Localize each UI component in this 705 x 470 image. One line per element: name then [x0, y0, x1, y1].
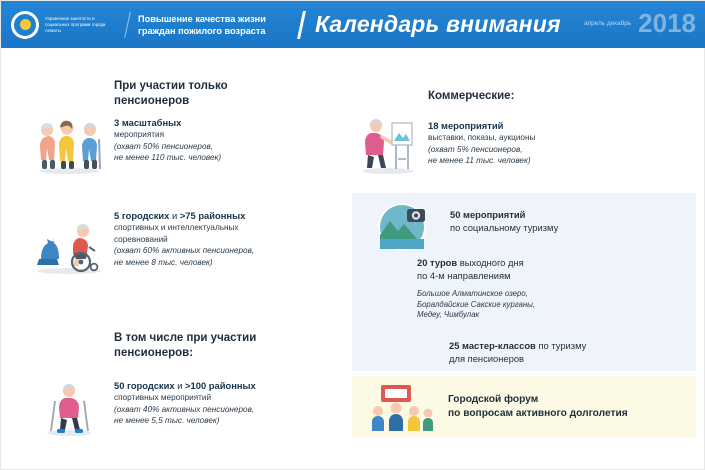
right-column-title: Коммерческие:: [428, 90, 515, 102]
page-header: [1, 1, 705, 48]
right-item-commercial: [428, 119, 618, 167]
tours-label: выходного дня: [459, 257, 524, 268]
organization-logo: [1, 11, 119, 39]
left-item-3-count-b: >100 районных: [185, 380, 256, 391]
right-item-label: выставки, показы, аукционы: [428, 133, 536, 142]
page-title: Календарь внимания: [315, 11, 561, 37]
tourism-destinations: [417, 289, 637, 321]
left-item-2: [114, 209, 314, 268]
forum-text: [448, 393, 678, 421]
mountain-lake-photo-icon: [371, 201, 433, 253]
left-item-3-count-a: 50 городских: [114, 380, 175, 391]
forum-line-2: по вопросам активного долголетия: [448, 408, 628, 419]
left-item-2-count-a: 5 городских: [114, 210, 170, 221]
painter-easel-icon: [356, 113, 420, 175]
destination-3: Медеу, Чимбулак: [417, 310, 480, 319]
left-item-1-note-1: (охват 50% пенсионеров,: [114, 141, 214, 151]
left-item-2-label-1: спортивных и интеллектуальных: [114, 223, 239, 232]
tourism-label: по социальному туризму: [450, 222, 559, 233]
left-item-3-note-2: не менее 5,5 тыс. человек): [114, 416, 220, 425]
left-column-title: При участии только пенсионеров: [114, 80, 228, 107]
masterclass-count: 25 мастер-классов: [449, 340, 536, 351]
left-item-3-conjunction: и: [174, 380, 186, 391]
left-item-2-count-b: >75 районных: [179, 210, 246, 221]
tourism-tours: [417, 256, 637, 282]
masterclass-label: по туризму: [538, 340, 587, 351]
left-item-3-note-1: (охват 40% активных пенсионеров,: [114, 404, 255, 414]
organization-name: Управление занятости и социальных программ города Алматы: [45, 15, 106, 33]
tourism-headline: [450, 208, 650, 234]
left-item-2-note-1: (охват 60% активных пенсионеров,: [114, 246, 255, 255]
left-item-3: [114, 379, 314, 427]
header-divider-thick: [297, 11, 306, 39]
right-item-note-1: (охват 5% пенсионеров,: [428, 144, 523, 154]
destination-1: Большое Алматинское озеро,: [417, 289, 528, 298]
tours-count: 20 туров: [417, 257, 458, 268]
tourism-masterclasses: [449, 339, 659, 365]
left-item-2-note-2: не менее 8 тыс. человек): [114, 257, 213, 267]
masterclass-label-2: для пенсионеров: [449, 353, 525, 364]
right-item-note-2: не менее 11 тыс. человек): [428, 156, 531, 165]
forum-line-1: Городской форум: [448, 394, 539, 405]
logo-emblem-icon: [11, 11, 39, 39]
left-item-1-count: 3 масштабных: [114, 117, 182, 128]
header-period: апрель декабрь: [584, 19, 632, 27]
nordic-walking-icon: [39, 379, 99, 437]
left-item-1-note-2: не менее 110 тыс. человек): [114, 153, 222, 162]
left-item-3-label: спортивных мероприятий: [114, 393, 212, 402]
forum-audience-icon: [369, 383, 435, 433]
header-year: 2018: [638, 8, 696, 38]
left-item-1-label: мероприятия: [114, 130, 165, 139]
left-item-2-conjunction: и: [169, 210, 180, 221]
wheelchair-chess-icon: [31, 217, 107, 275]
elderly-couple-walking-icon: [31, 113, 107, 175]
left-item-1: [114, 116, 299, 164]
header-subtitle: Повышение качества жизни граждан пожилого возраста: [138, 13, 266, 36]
left-item-2-label-2: соревнований: [114, 234, 168, 244]
tours-directions: по 4-м направлениям: [417, 270, 511, 281]
right-item-count: 18 мероприятий: [428, 120, 504, 131]
destination-2: Боралдайские Сакские курганы,: [417, 299, 536, 309]
tourism-count: 50 мероприятий: [450, 209, 526, 220]
left-column-title-2: В том числе при участии пенсионеров:: [114, 332, 257, 359]
header-period-block: [584, 9, 696, 37]
header-divider: [124, 12, 131, 38]
